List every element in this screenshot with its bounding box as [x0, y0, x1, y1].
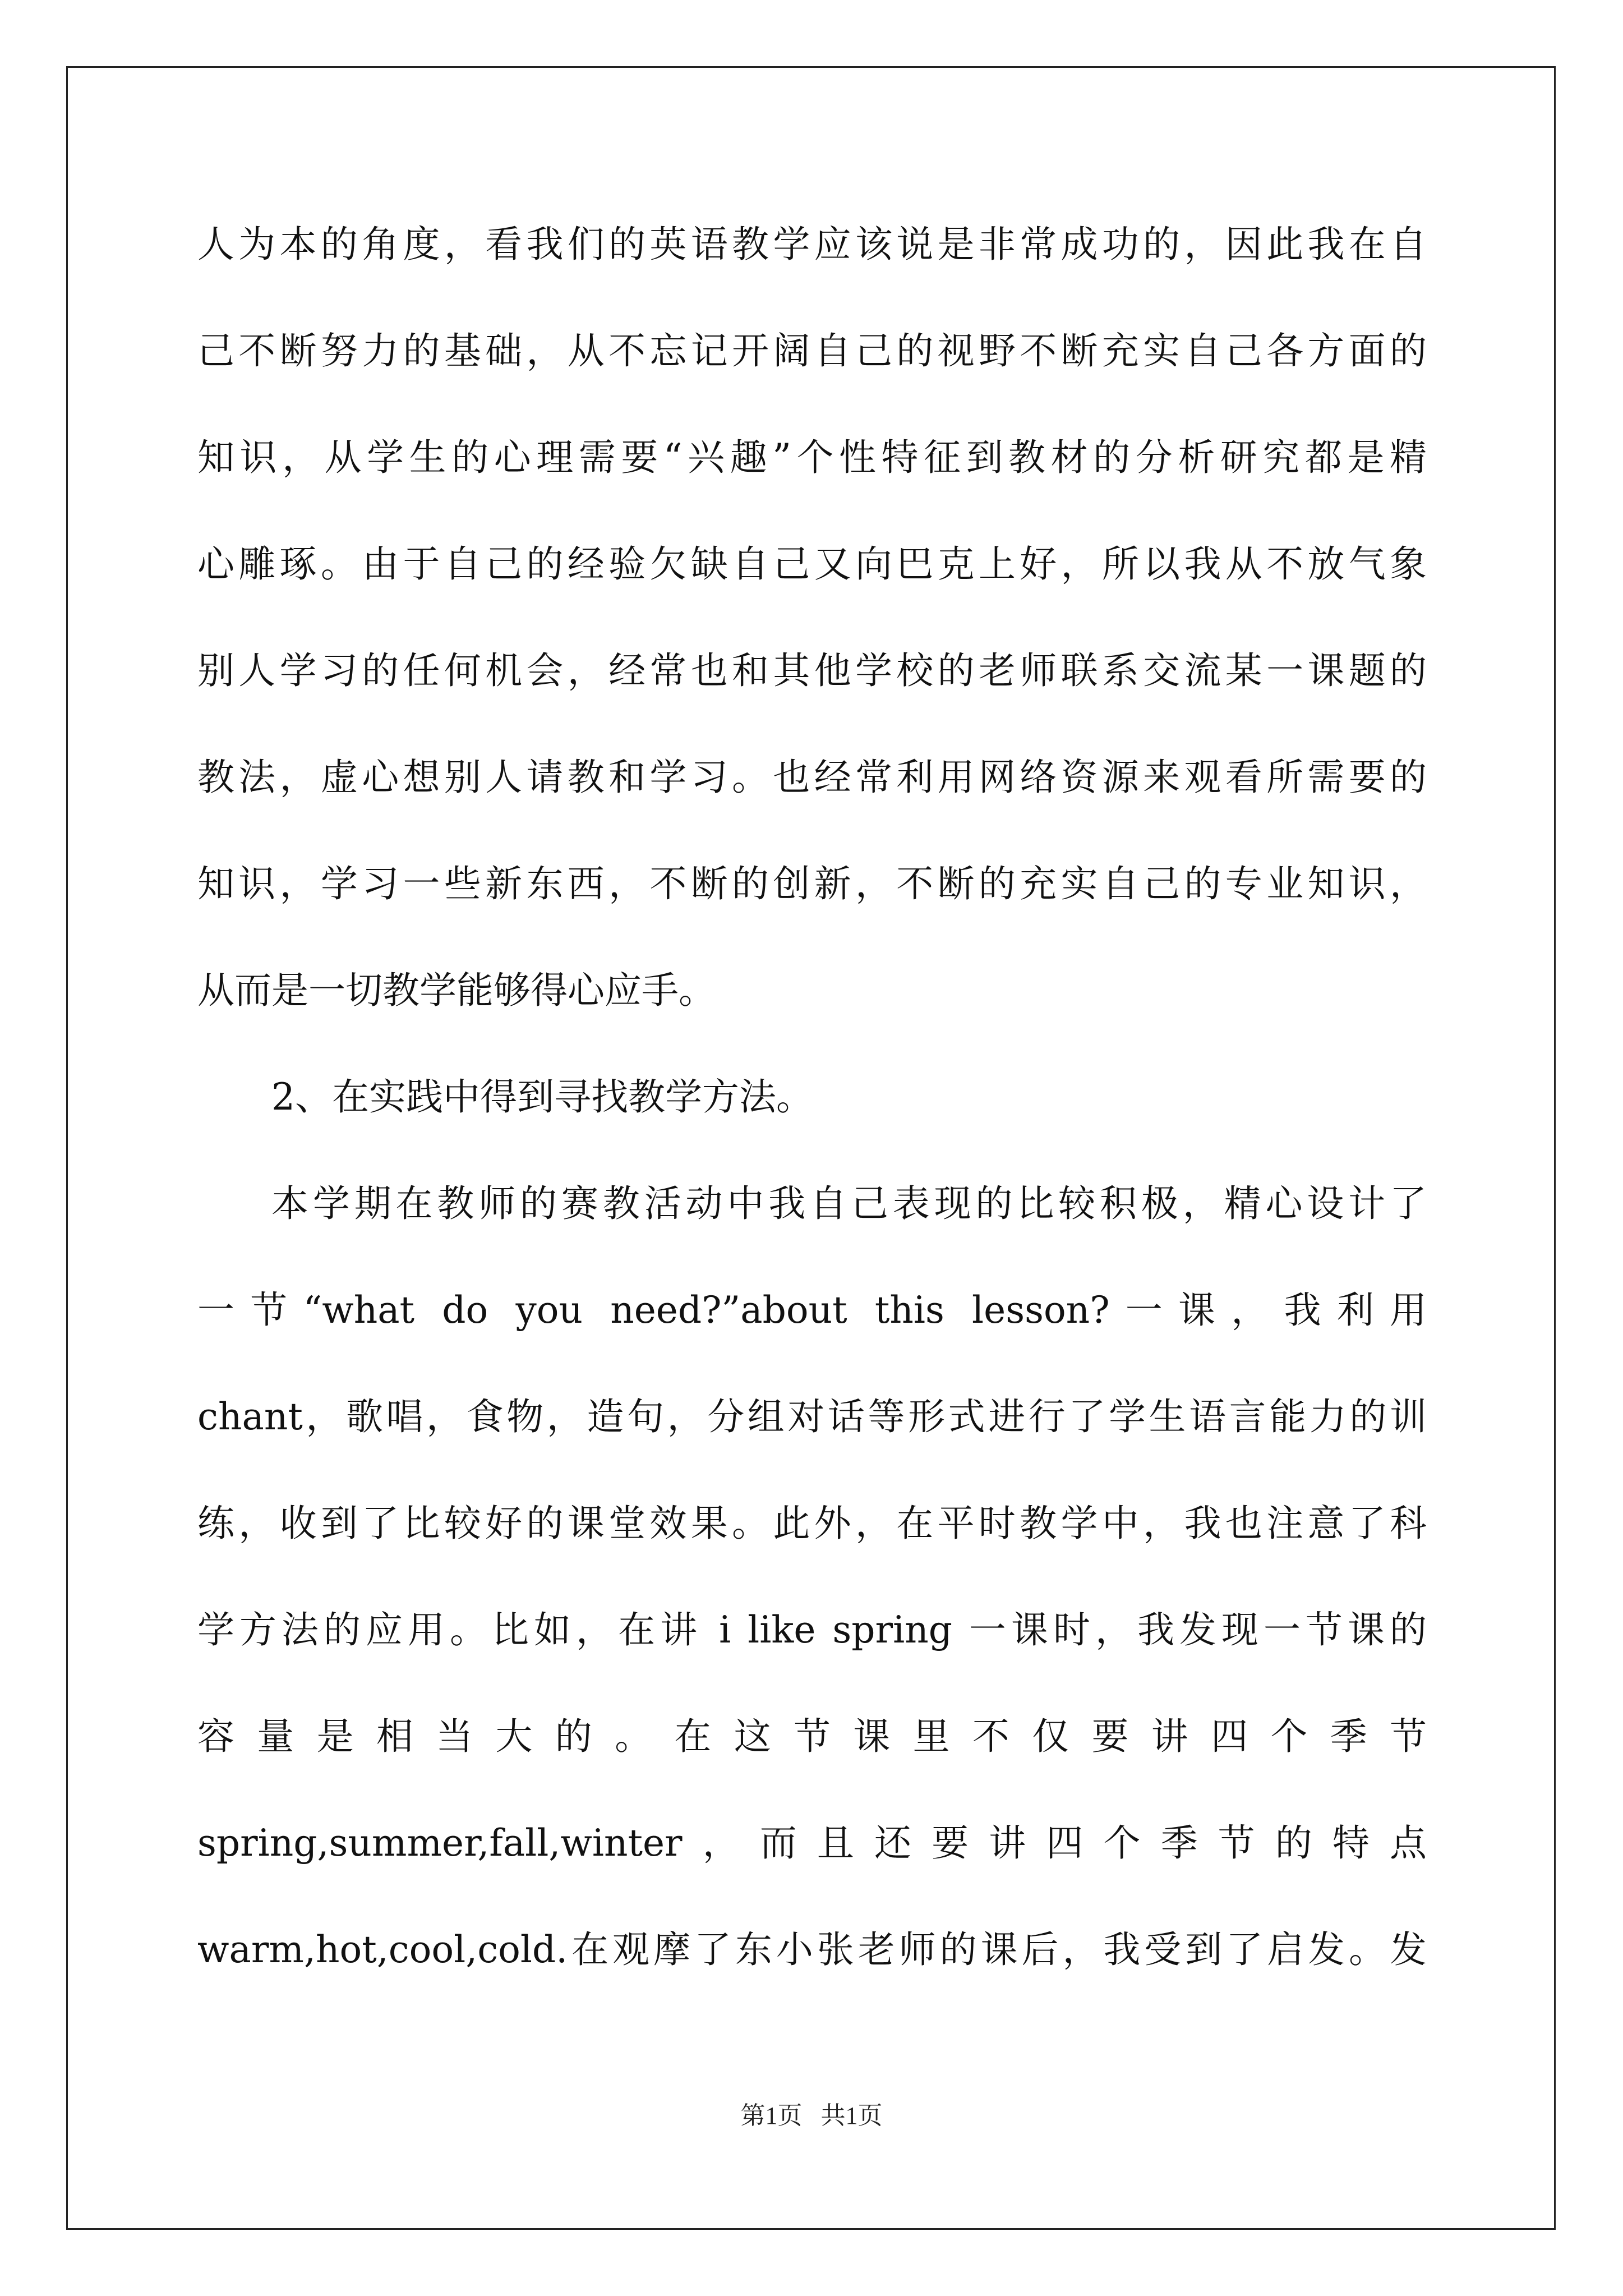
page-number-footer: 第1页 共1页: [740, 2102, 883, 2129]
page-border: [66, 66, 1556, 2230]
text-line: spring,summer,fall,winter，而且还要讲四个季节的特点: [197, 1821, 1427, 1865]
text-line: 心雕琢。由于自己的经验欠缺自己又向巴克上好，所以我从不放气象: [197, 542, 1427, 586]
text-line: 己不断努力的基础，从不忘记开阔自己的视野不断充实自己各方面的: [197, 329, 1427, 372]
text-line: chant，歌唱，食物，造句，分组对话等形式进行了学生语言能力的训: [197, 1395, 1427, 1438]
text-line: 学方法的应用。比如，在讲 i like spring 一课时，我发现一节课的: [197, 1608, 1427, 1651]
text-line: 教法，虚心想别人请教和学习。也经常利用网络资源来观看所需要的: [197, 756, 1427, 799]
text-line: 一节“what do you need?”about this lesson?一课，我利用: [197, 1289, 1427, 1332]
text-line: 容量是相当大的。在这节课里不仅要讲四个季节: [197, 1715, 1427, 1758]
text-line: 别人学习的任何机会，经常也和其他学校的老师联系交流某一课题的: [197, 649, 1427, 692]
section-heading: 2、在实践中得到寻找教学方法。: [271, 1075, 813, 1119]
text-line: 本学期在教师的赛教活动中我自己表现的比较积极，精心设计了: [271, 1182, 1427, 1225]
text-line: warm,hot,cool,cold.在观摩了东小张老师的课后，我受到了启发。发: [197, 1928, 1427, 1971]
text-line: 练，收到了比较好的课堂效果。此外，在平时教学中，我也注意了科: [197, 1502, 1427, 1545]
text-line: 知识，学习一些新东西，不断的创新，不断的充实自己的专业知识，: [197, 862, 1427, 905]
text-line: 人为本的角度，看我们的英语教学应该说是非常成功的，因此我在自: [197, 223, 1427, 266]
text-line: 从而是一切教学能够得心应手。: [197, 969, 716, 1012]
text-line: 知识，从学生的心理需要“兴趣”个性特征到教材的分析研究都是精: [197, 436, 1427, 479]
